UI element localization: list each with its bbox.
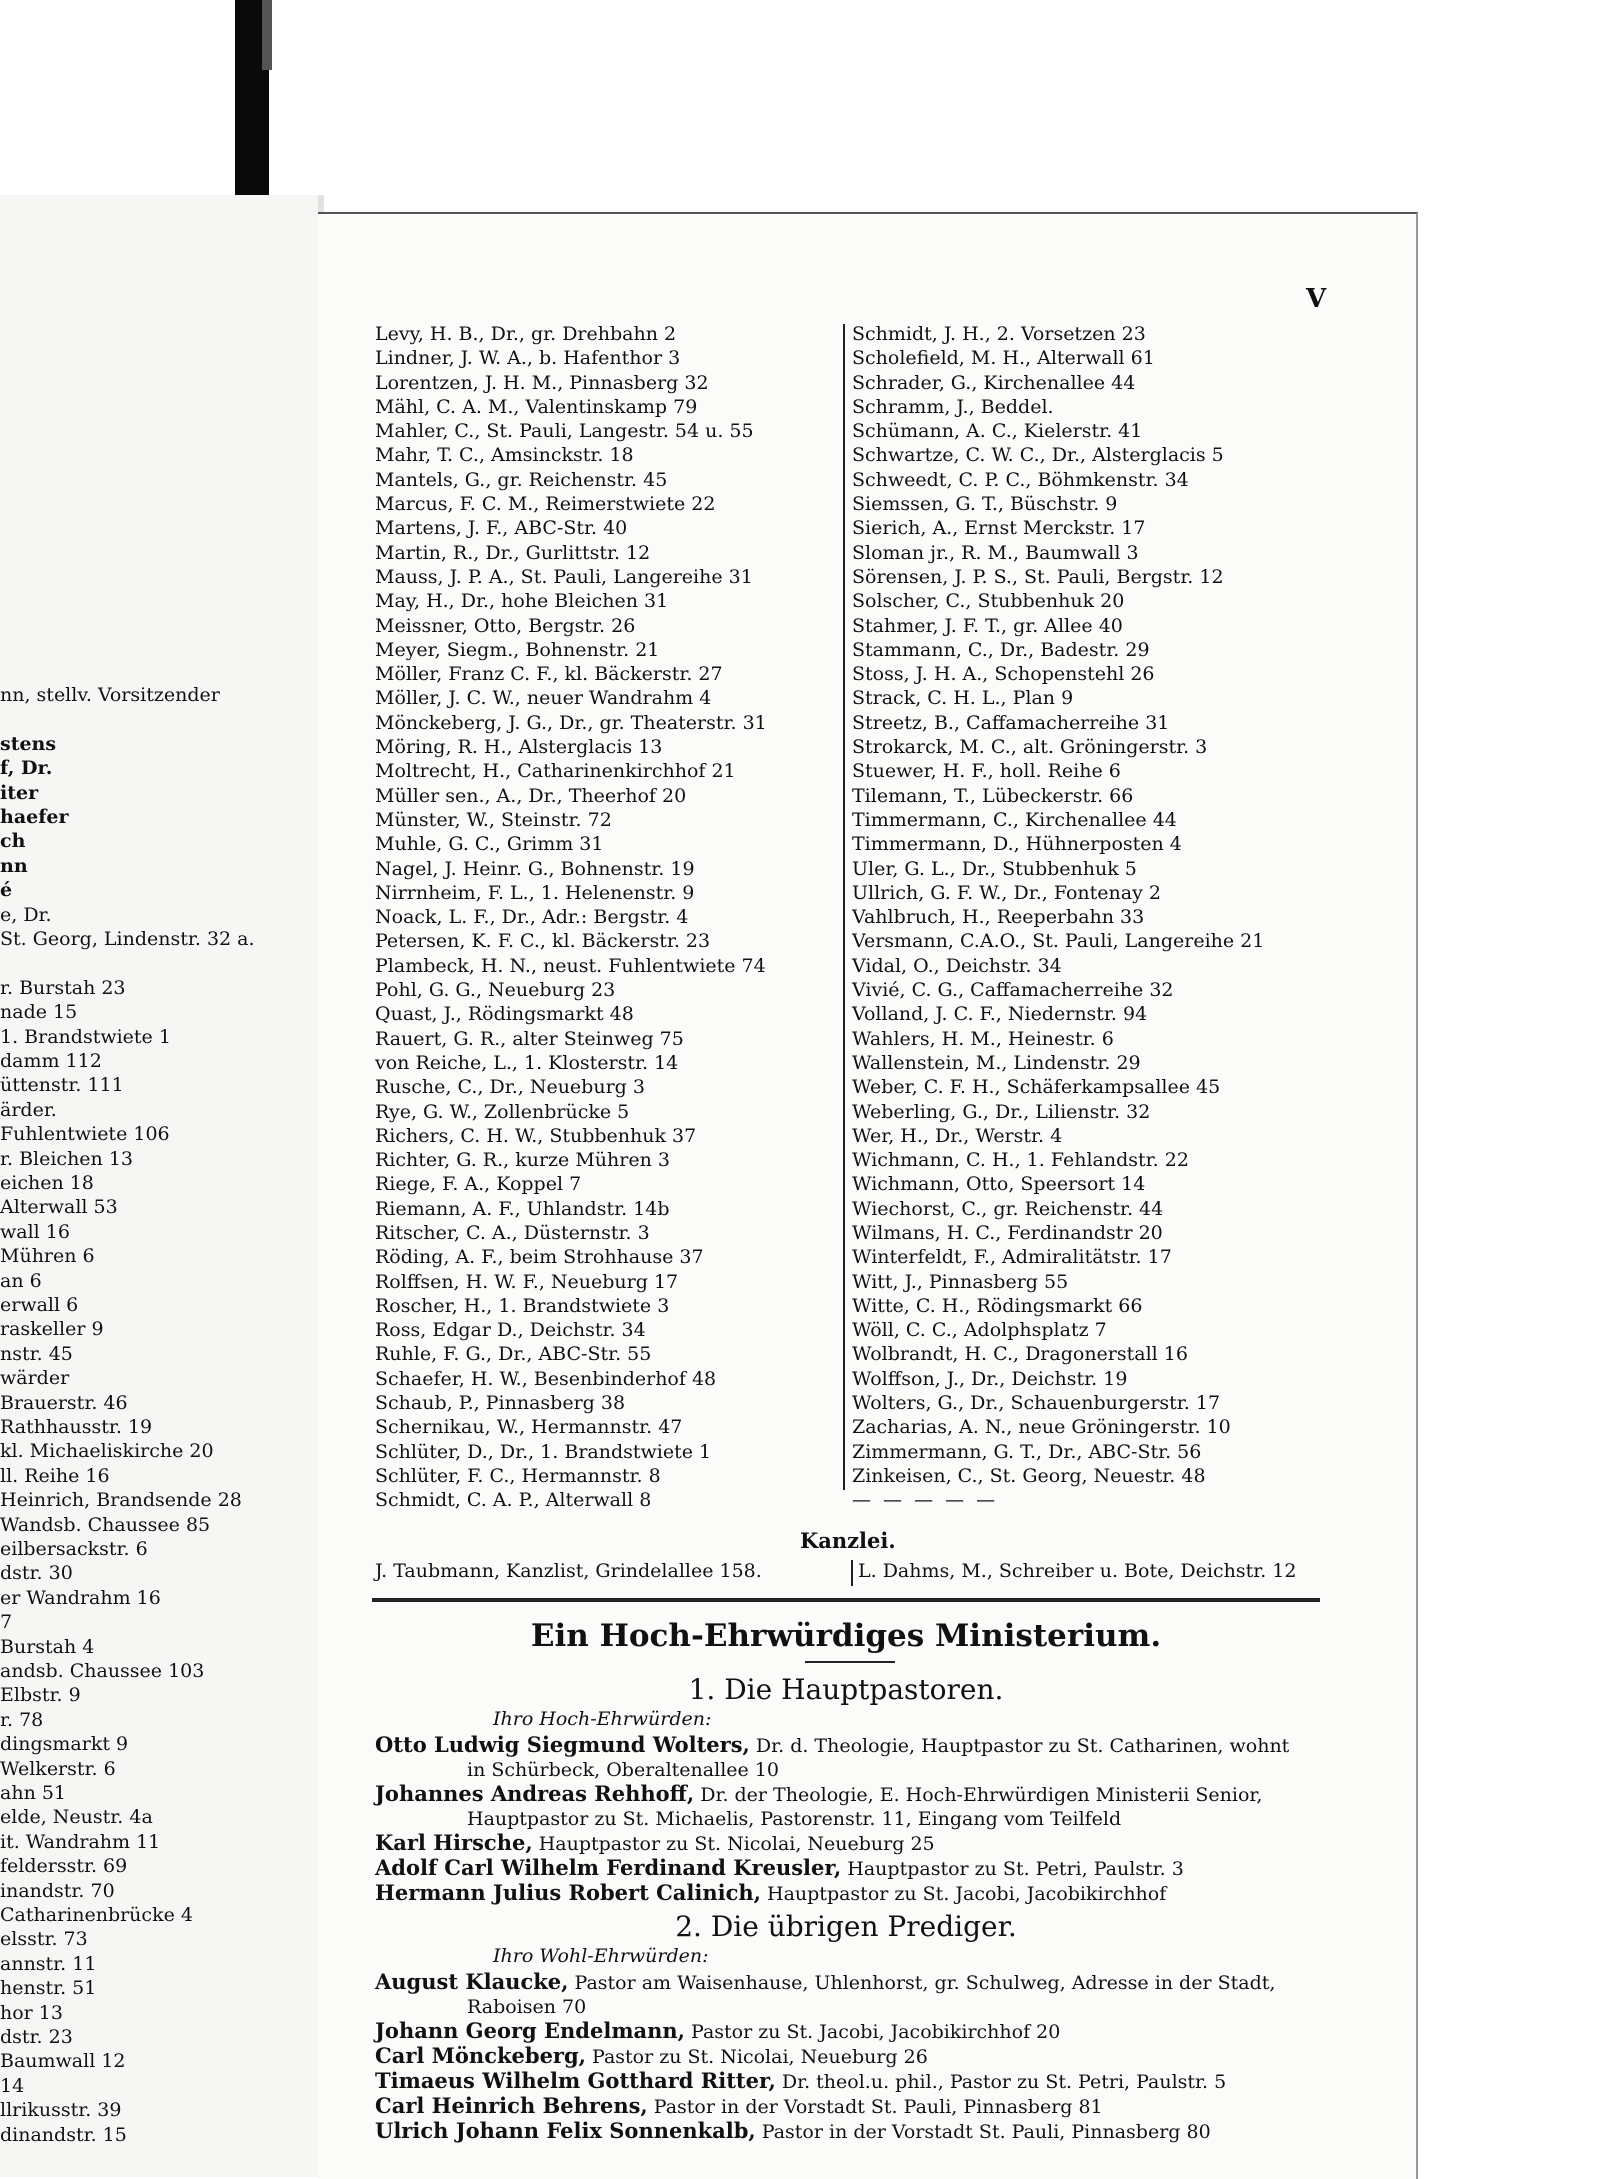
directory-entry: Mönckeberg, J. G., Dr., gr. Theaterstr. 31 (375, 711, 767, 734)
directory-entry: Rye, G. W., Zollenbrücke 5 (375, 1100, 630, 1123)
directory-entry: Münster, W., Steinstr. 72 (375, 808, 612, 831)
directory-entry: Witt, J., Pinnasberg 55 (852, 1270, 1069, 1293)
left-page-line: elde, Neustr. 4a (0, 1806, 153, 1829)
directory-entry: Nagel, J. Heinr. G., Bohnenstr. 19 (375, 857, 695, 880)
directory-entry: Moltrecht, H., Catharinenkirchhof 21 (375, 760, 736, 783)
directory-entry: Versmann, C.A.O., St. Pauli, Langereihe 21 (852, 930, 1265, 953)
directory-entry: Schrader, G., Kirchenallee 44 (852, 371, 1136, 394)
pastor-details: Dr. theol.u. phil., Pastor zu St. Petri, Paulstr. 5 (775, 2071, 1227, 2093)
directory-entry: Volland, J. C. F., Niedernstr. 94 (852, 1003, 1148, 1026)
pastor-entry (375, 2094, 1320, 2119)
left-page-line: Catharinenbrücke 4 (0, 1904, 193, 1926)
left-page-line: St. Georg, Lindenstr. 32 a. (0, 928, 255, 950)
kanzlei-divider (851, 1560, 853, 1586)
directory-entry: Petersen, K. F. C., kl. Bäckerstr. 23 (375, 930, 711, 953)
left-page-line: raskeller 9 (0, 1318, 104, 1341)
directory-entry: Plambeck, H. N., neust. Fuhlentwiete 74 (375, 954, 766, 977)
left-page-line: Fuhlentwiete 106 (0, 1123, 170, 1146)
pastor-details: Pastor zu St. Nicolai, Neueburg 26 (586, 2046, 928, 2068)
left-page-line: dstr. 30 (0, 1562, 73, 1585)
directory-end-dashes: — — — — — (852, 1489, 999, 1512)
directory-entry: Möller, J. C. W., neuer Wandrahm 4 (375, 687, 712, 710)
directory-entry: Weberling, G., Dr., Lilienstr. 32 (852, 1100, 1151, 1123)
left-page-line: feldersstr. 69 (0, 1855, 128, 1878)
directory-entry: Ullrich, G. F. W., Dr., Fontenay 2 (852, 881, 1161, 904)
directory-column-right (852, 322, 1322, 1512)
directory-entry: Schlüter, D., Dr., 1. Brandstwiete 1 (375, 1440, 712, 1463)
directory-entry: Stuewer, H. F., holl. Reihe 6 (852, 760, 1121, 783)
directory-entry: Zacharias, A. N., neue Gröningerstr. 10 (852, 1416, 1231, 1439)
left-page-line: dingsmarkt 9 (0, 1733, 129, 1756)
directory-entry: Mantels, G., gr. Reichenstr. 45 (375, 468, 668, 491)
directory-entry: Nirrnheim, F. L., 1. Helenenstr. 9 (375, 881, 695, 904)
left-page-line: iter (0, 781, 39, 804)
directory-entry: Meyer, Siegm., Bohnenstr. 21 (375, 638, 660, 661)
pastor-details: Hauptpastor zu St. Jacobi, Jacobikirchhof (760, 1883, 1167, 1905)
page-number: V (1306, 284, 1327, 314)
directory-entry: Wolbrandt, H. C., Dragonerstall 16 (852, 1343, 1188, 1366)
left-page-line: nn (0, 854, 28, 877)
directory-entry: Vahlbruch, H., Reeperbahn 33 (852, 906, 1145, 929)
left-page-line: f, Dr. (0, 757, 53, 780)
left-page-line: ärder. (0, 1098, 57, 1121)
pastor-entry (375, 2044, 1320, 2069)
section2-entries (375, 1970, 1320, 2144)
pastor-name: August Klaucke, (375, 1969, 569, 1994)
pastor-name: Johannes Andreas Rehhoff, (375, 1781, 695, 1806)
directory-entry: Streetz, B., Caffamacherreihe 31 (852, 711, 1170, 734)
left-page-line: Burstah 4 (0, 1635, 95, 1658)
directory-column-left (375, 322, 835, 1513)
left-page-line: Welkerstr. 6 (0, 1757, 116, 1780)
section1-entries (375, 1733, 1320, 1906)
pastor-details-continued: in Schürbeck, Oberaltenallee 10 (467, 1759, 779, 1781)
left-page-fragment (0, 195, 320, 2177)
left-page-line: e, Dr. (0, 903, 52, 926)
directory-entry: Lorentzen, J. H. M., Pinnasberg 32 (375, 371, 709, 394)
left-page-line: stens (0, 732, 57, 755)
directory-entry: Sierich, A., Ernst Merckstr. 17 (852, 517, 1146, 540)
directory-entry: Schaub, P., Pinnasberg 38 (375, 1392, 626, 1415)
left-page-line: nn, stellv. Vorsitzender (0, 684, 220, 706)
pastor-details: Pastor in der Vorstadt St. Pauli, Pinnasberg 81 (647, 2096, 1103, 2118)
directory-entry: Wiechorst, C., gr. Reichenstr. 44 (852, 1197, 1164, 1220)
directory-entry: Wer, H., Dr., Werstr. 4 (852, 1124, 1063, 1147)
left-page-line: r. Burstah 23 (0, 976, 126, 999)
left-page-line: 1. Brandstwiete 1 (0, 1025, 171, 1048)
left-page-line: dinandstr. 15 (0, 2123, 127, 2146)
book-binding-edge (262, 0, 272, 70)
directory-entry: Strokarck, M. C., alt. Gröningerstr. 3 (852, 736, 1208, 759)
pastor-name: Timaeus Wilhelm Gotthard Ritter, (375, 2068, 776, 2093)
directory-entry: Uler, G. L., Dr., Stubbenhuk 5 (852, 857, 1137, 880)
pastor-entry (375, 1831, 1320, 1856)
directory-entry: Schümann, A. C., Kielerstr. 41 (852, 420, 1143, 443)
directory-entry: Schaefer, H. W., Besenbinderhof 48 (375, 1367, 717, 1390)
directory-entry: Möller, Franz C. F., kl. Bäckerstr. 27 (375, 663, 723, 686)
left-page-line: Mühren 6 (0, 1245, 95, 1268)
directory-entry: Sörensen, J. P. S., St. Pauli, Bergstr. 12 (852, 565, 1224, 588)
directory-entry: Solscher, C., Stubbenhuk 20 (852, 590, 1125, 613)
directory-entry: Schmidt, J. H., 2. Vorsetzen 23 (852, 323, 1146, 345)
left-page-line: llrikusstr. 39 (0, 2099, 122, 2122)
column-divider (843, 324, 845, 1490)
directory-entry: Tilemann, T., Lübeckerstr. 66 (852, 784, 1134, 807)
title-underline (805, 1661, 895, 1663)
pastor-name: Carl Heinrich Behrens, (375, 2093, 648, 2118)
kanzlei-heading: Kanzlei. (800, 1528, 896, 1553)
left-page-line: ch (0, 830, 26, 853)
pastor-entry (375, 1856, 1320, 1881)
pastor-details-continued: Raboisen 70 (467, 1996, 587, 2018)
pastor-name: Otto Ludwig Siegmund Wolters, (375, 1732, 750, 1757)
left-page-line: inandstr. 70 (0, 1879, 115, 1902)
directory-entry: Wichmann, C. H., 1. Fehlandstr. 22 (852, 1149, 1189, 1172)
pastor-details: Dr. d. Theologie, Hauptpastor zu St. Catharinen, wohnt (749, 1735, 1290, 1757)
directory-entry: May, H., Dr., hohe Bleichen 31 (375, 590, 669, 613)
directory-entry: Mauss, J. P. A., St. Pauli, Langereihe 31 (375, 565, 753, 588)
pastor-name: Hermann Julius Robert Calinich, (375, 1880, 761, 1905)
ministerium-title: Ein Hoch-Ehrwürdiges Ministerium. (530, 1618, 1162, 1654)
directory-entry: Schweedt, C. P. C., Böhmkenstr. 34 (852, 468, 1189, 491)
directory-entry: Martin, R., Dr., Gurlittstr. 12 (375, 541, 651, 564)
left-page-line: kl. Michaeliskirche 20 (0, 1440, 214, 1463)
left-page-line: Rathhausstr. 19 (0, 1416, 153, 1438)
directory-entry: Weber, C. F. H., Schäferkampsallee 45 (852, 1076, 1221, 1099)
directory-entry: Muhle, G. C., Grimm 31 (375, 833, 604, 856)
left-page-line: elsstr. 73 (0, 1928, 88, 1951)
left-page-line: Wandsb. Chaussee 85 (0, 1513, 211, 1536)
left-page-line: ll. Reihe 16 (0, 1464, 110, 1487)
left-page-line: Alterwall 53 (0, 1196, 118, 1219)
directory-entry: Martens, J. F., ABC-Str. 40 (375, 517, 628, 540)
left-page-line: damm 112 (0, 1050, 102, 1072)
left-page-line: wall 16 (0, 1220, 70, 1243)
left-page-line: r. 78 (0, 1708, 44, 1731)
pastor-details: Dr. der Theologie, E. Hoch-Ehrwürdigen Ministerii Senior, (694, 1784, 1263, 1806)
directory-entry: Schlüter, F. C., Hermannstr. 8 (375, 1464, 661, 1487)
left-page-line: é (0, 879, 13, 902)
directory-entry: Mahr, T. C., Amsinckstr. 18 (375, 444, 634, 467)
left-page-line: dstr. 23 (0, 2026, 73, 2048)
kanzlei-entry-right: L. Dahms, M., Schreiber u. Bote, Deichstr. 12 (858, 1560, 1297, 1582)
directory-entry: Röding, A. F., beim Strohhause 37 (375, 1246, 704, 1269)
pastor-details: Pastor zu St. Jacobi, Jacobikirchhof 20 (685, 2021, 1061, 2043)
left-page-line: r. Bleichen 13 (0, 1147, 134, 1170)
directory-entry: Wöll, C. C., Adolphsplatz 7 (852, 1319, 1107, 1342)
left-page-line: ahn 51 (0, 1782, 67, 1804)
directory-entry: Möring, R. H., Alsterglacis 13 (375, 736, 663, 759)
left-page-line: an 6 (0, 1269, 42, 1292)
directory-entry: Wilmans, H. C., Ferdinandstr 20 (852, 1221, 1163, 1244)
directory-entry: Scholefield, M. H., Alterwall 61 (852, 347, 1155, 370)
directory-entry: Richter, G. R., kurze Mühren 3 (375, 1149, 670, 1172)
directory-entry: Witte, C. H., Rödingsmarkt 66 (852, 1294, 1143, 1317)
directory-entry: Wichmann, Otto, Speersort 14 (852, 1173, 1146, 1196)
pastor-name: Adolf Carl Wilhelm Ferdinand Kreusler, (375, 1855, 842, 1880)
pastor-details: Hauptpastor zu St. Nicolai, Neueburg 25 (532, 1833, 935, 1855)
directory-entry: von Reiche, L., 1. Klosterstr. 14 (375, 1051, 679, 1074)
directory-entry: Timmermann, C., Kirchenallee 44 (852, 808, 1177, 831)
pastor-name: Ulrich Johann Felix Sonnenkalb, (375, 2118, 756, 2143)
directory-entry: Zinkeisen, C., St. Georg, Neuestr. 48 (852, 1464, 1206, 1487)
left-page-line: nade 15 (0, 1001, 78, 1024)
section1-heading: 1. Die Hauptpastoren. (688, 1673, 1004, 1706)
directory-entry: Ritscher, C. A., Düsternstr. 3 (375, 1221, 650, 1244)
directory-entry: Richers, C. H. W., Stubbenhuk 37 (375, 1124, 697, 1147)
left-page-line: hor 13 (0, 2001, 63, 2024)
pastor-details: Hauptpastor zu St. Petri, Paulstr. 3 (841, 1858, 1184, 1880)
pastor-name: Carl Mönckeberg, (375, 2043, 586, 2068)
directory-entry: Zimmermann, G. T., Dr., ABC-Str. 56 (852, 1440, 1202, 1463)
directory-entry: Stammann, C., Dr., Badestr. 29 (852, 638, 1150, 661)
kanzlei-entry-left: J. Taubmann, Kanzlist, Grindelallee 158. (375, 1560, 762, 1582)
left-page-line: nstr. 45 (0, 1342, 73, 1365)
directory-entry: Wallenstein, M., Lindenstr. 29 (852, 1051, 1141, 1074)
directory-entry: Marcus, F. C. M., Reimerstwiete 22 (375, 493, 716, 516)
directory-entry: Rauert, G. R., alter Steinweg 75 (375, 1027, 684, 1050)
directory-entry: Stoss, J. H. A., Schopenstehl 26 (852, 663, 1155, 686)
pastor-entry (375, 1782, 1320, 1807)
left-page-line: haefer (0, 806, 69, 828)
directory-entry: Wahlers, H. M., Heinestr. 6 (852, 1027, 1114, 1050)
left-page-line: wärder (0, 1367, 70, 1390)
directory-entry: Siemssen, G. T., Büschstr. 9 (852, 493, 1118, 516)
pastor-entry (375, 2019, 1320, 2044)
pastor-entry (375, 1970, 1320, 1995)
directory-entry: Vivié, C. G., Caffamacherreihe 32 (852, 979, 1174, 1002)
directory-entry: Winterfeldt, F., Admiralitätstr. 17 (852, 1246, 1172, 1269)
left-page-line: 14 (0, 2074, 25, 2097)
pastor-entry (375, 1881, 1320, 1906)
directory-entry: Wolters, G., Dr., Schauenburgerstr. 17 (852, 1392, 1221, 1415)
left-page-line: andsb. Chaussee 103 (0, 1660, 205, 1682)
left-page-line: Baumwall 12 (0, 2050, 126, 2073)
directory-entry: Sloman jr., R. M., Baumwall 3 (852, 541, 1139, 564)
directory-entry: Schramm, J., Beddel. (852, 395, 1054, 418)
directory-entry: Mähl, C. A. M., Valentinskamp 79 (375, 395, 698, 418)
section2-intro: Ihro Wohl-Ehrwürden: (493, 1945, 709, 1967)
pastor-entry (375, 1733, 1320, 1758)
directory-entry: Ross, Edgar D., Deichstr. 34 (375, 1319, 646, 1342)
directory-entry: Noack, L. F., Dr., Adr.: Bergstr. 4 (375, 906, 689, 929)
pastor-details: Pastor am Waisenhause, Uhlenhorst, gr. Schulweg, Adresse in der Stadt, (568, 1972, 1276, 1994)
directory-entry: Mahler, C., St. Pauli, Langestr. 54 u. 55 (375, 420, 754, 443)
directory-entry: Schmidt, C. A. P., Alterwall 8 (375, 1489, 652, 1512)
directory-entry: Wolffson, J., Dr., Deichstr. 19 (852, 1367, 1128, 1390)
directory-entry: Stahmer, J. F. T., gr. Allee 40 (852, 614, 1123, 637)
left-page-line: annstr. 11 (0, 1952, 97, 1975)
directory-entry: Rusche, C., Dr., Neueburg 3 (375, 1076, 645, 1099)
pastor-details: Pastor in der Vorstadt St. Pauli, Pinnasberg 80 (755, 2121, 1211, 2143)
pastor-name: Johann Georg Endelmann, (375, 2018, 685, 2043)
directory-entry: Levy, H. B., Dr., gr. Drehbahn 2 (375, 323, 677, 345)
directory-entry: Vidal, O., Deichstr. 34 (852, 954, 1062, 977)
pastor-name: Karl Hirsche, (375, 1830, 533, 1855)
directory-entry: Strack, C. H. L., Plan 9 (852, 687, 1074, 710)
left-page-line: er Wandrahm 16 (0, 1586, 161, 1609)
directory-entry: Müller sen., A., Dr., Theerhof 20 (375, 784, 687, 807)
directory-entry: Schwartze, C. W. C., Dr., Alsterglacis 5 (852, 444, 1224, 467)
section2-heading: 2. Die übrigen Prediger. (675, 1910, 1017, 1943)
directory-entry: Roscher, H., 1. Brandstwiete 3 (375, 1294, 670, 1317)
directory-entry: Schernikau, W., Hermannstr. 47 (375, 1416, 683, 1439)
directory-entry: Pohl, G. G., Neueburg 23 (375, 979, 616, 1002)
left-page-line: henstr. 51 (0, 1977, 97, 2000)
pastor-entry (375, 2119, 1320, 2144)
left-page-line: üttenstr. 111 (0, 1074, 124, 1097)
left-page-line: eichen 18 (0, 1172, 94, 1194)
directory-entry: Riege, F. A., Koppel 7 (375, 1173, 582, 1196)
directory-entry: Quast, J., Rödingsmarkt 48 (375, 1003, 634, 1026)
left-page-line: erwall 6 (0, 1294, 79, 1316)
directory-entry: Ruhle, F. G., Dr., ABC-Str. 55 (375, 1343, 652, 1366)
directory-entry: Timmermann, D., Hühnerposten 4 (852, 833, 1182, 856)
left-page-line: Heinrich, Brandsende 28 (0, 1489, 242, 1512)
left-page-line: Elbstr. 9 (0, 1684, 81, 1707)
left-page-line: eilbersackstr. 6 (0, 1538, 148, 1560)
left-page-line: 7 (0, 1611, 13, 1634)
left-page-line: Brauerstr. 46 (0, 1391, 128, 1414)
section1-intro: Ihro Hoch-Ehrwürden: (493, 1708, 712, 1730)
directory-entry: Rolffsen, H. W. F., Neueburg 17 (375, 1270, 679, 1293)
section-rule (372, 1598, 1320, 1602)
directory-entry: Lindner, J. W. A., b. Hafenthor 3 (375, 347, 681, 370)
directory-entry: Riemann, A. F., Uhlandstr. 14b (375, 1197, 670, 1220)
directory-entry: Meissner, Otto, Bergstr. 26 (375, 614, 636, 637)
pastor-entry (375, 2069, 1320, 2094)
left-page-line: it. Wandrahm 11 (0, 1830, 161, 1853)
pastor-details-continued: Hauptpastor zu St. Michaelis, Pastorenstr. 11, Eingang vom Teilfeld (467, 1808, 1122, 1830)
